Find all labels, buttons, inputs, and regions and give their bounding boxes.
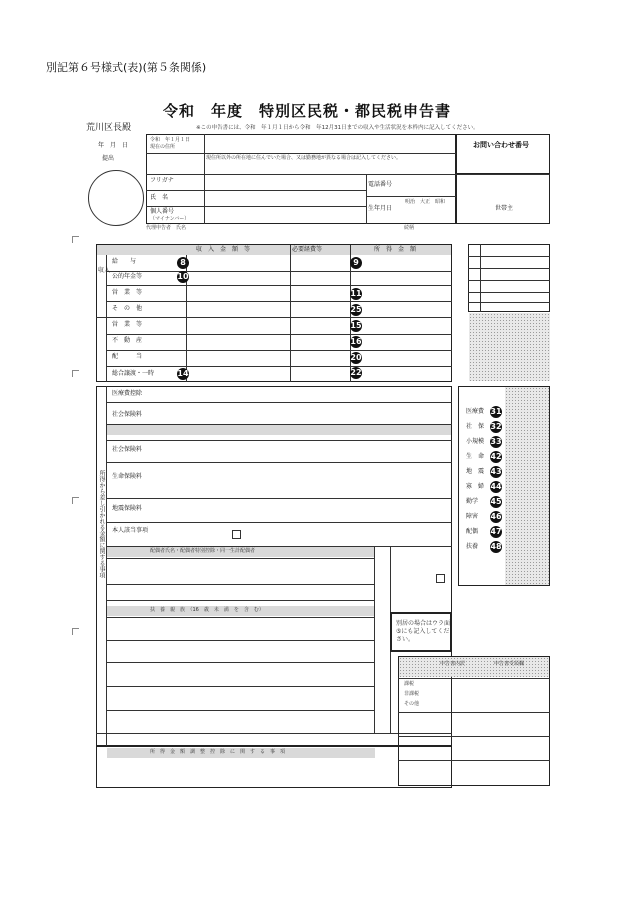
- side-label-small: 小規模: [466, 438, 485, 445]
- right-grid-shaded: [469, 313, 550, 381]
- household-head-label: 世帯主: [495, 205, 514, 212]
- side-label-widow: 寡 婦: [466, 483, 485, 490]
- side-column-shade: [505, 387, 549, 585]
- deduction-row-earthquake: 地震保険料: [112, 505, 143, 512]
- side-label-medical: 医療費: [466, 408, 485, 415]
- business-header: 所 得 金 額 調 整 控 除 に 関 す る 事 項: [150, 749, 286, 755]
- inquiry-box: [456, 134, 550, 174]
- corner-mark: [72, 370, 79, 377]
- income-row-business2: 営 業 等: [112, 321, 143, 328]
- side-no-33: 33: [490, 437, 502, 446]
- income-row-business: 営 業 等: [112, 289, 143, 296]
- right-panel-title2: 申告書受領欄: [494, 661, 525, 667]
- nontax-label: 非課税: [404, 691, 420, 697]
- corner-mark: [72, 497, 79, 504]
- income-row-transfer: 総合譲渡・一時: [112, 370, 155, 377]
- side-no-47: 47: [490, 527, 502, 536]
- separate-notice: 別居の場合はウラ面⑤にも記入してください。: [396, 620, 451, 643]
- income-no-16: 16: [350, 337, 362, 346]
- name-label: 氏 名: [150, 194, 169, 201]
- date-label: 年 月 日: [98, 142, 129, 149]
- tax-due-label: 課税: [404, 681, 415, 687]
- receipt-stamp-circle: [88, 170, 144, 226]
- kana-label: フリガナ: [150, 177, 174, 184]
- form-title: 令和 年度 特別区民税・都民税申告書: [163, 102, 452, 120]
- my-number-kana: （マイナンバー）: [150, 216, 190, 222]
- previous-address-note: 現住所以外の所在地に住んでいた場合、又は勤務地が異なる場合は記入してください。: [206, 155, 402, 161]
- income-no-15: 15: [350, 321, 362, 330]
- income-no-25: 25: [350, 305, 362, 314]
- separate-notice-box: [390, 612, 452, 652]
- income-row-other: そ の 他: [112, 305, 143, 312]
- expense-header: 必要経費等: [292, 246, 323, 253]
- deduction-row-medical: 医療費控除: [112, 390, 143, 397]
- income-row-salary: 給 与: [112, 258, 137, 265]
- side-label-social: 社 保: [466, 423, 485, 430]
- income-section: [96, 244, 452, 382]
- my-number-label: 個人番号: [150, 208, 175, 215]
- deductions-side-label: 所得から差し引かれる金額に関する事項: [98, 470, 105, 578]
- income-side-label: 収入: [98, 267, 111, 274]
- spouse-header: 配偶者氏名・配偶者特別控除・同一生計配偶者: [150, 548, 256, 554]
- phone-label: 電話番号: [368, 181, 393, 188]
- income-amount-header: 所 得 金 額: [374, 246, 417, 253]
- income-no-22: 22: [350, 368, 362, 377]
- side-no-46: 46: [490, 512, 502, 521]
- corner-mark: [72, 236, 79, 243]
- side-label-earthquake: 地 震: [466, 468, 485, 475]
- income-no-9: 9: [350, 257, 362, 269]
- form-number: 別記第６号様式(表)(第５条関係): [46, 61, 207, 74]
- relation-label: 続柄: [404, 225, 415, 231]
- side-no-48: 48: [490, 542, 502, 551]
- birth-label: 生年月日: [368, 205, 393, 212]
- right-panel-title: 申告書内訳: [440, 661, 466, 667]
- side-no-44: 44: [490, 482, 502, 491]
- side-label-student: 勤学: [466, 498, 479, 505]
- payments-header-shade: [107, 425, 451, 435]
- era-option-showa: 昭和: [435, 199, 446, 205]
- income-row-dividend: 配 当: [112, 353, 143, 360]
- self-checkbox[interactable]: [232, 530, 241, 539]
- submitted-label: 提出: [102, 155, 115, 162]
- dependent-header: 扶 養 親 族 （16 歳 未 満 を 含 む）: [150, 607, 264, 613]
- corner-mark: [72, 628, 79, 635]
- side-label-life: 生 命: [466, 453, 485, 460]
- side-no-31: 31: [490, 407, 502, 416]
- income-no-8: 8: [177, 257, 189, 269]
- personal-info-box: [146, 134, 456, 224]
- current-address-label: 現在の住所: [150, 144, 176, 150]
- right-bottom-shade: [399, 657, 549, 677]
- proxy-label: 代理申告者 氏名: [146, 225, 187, 231]
- deduction-row-life: 生命保険料: [112, 473, 143, 480]
- income-no-20: 20: [350, 353, 362, 362]
- income-row-realestate: 不 動 産: [112, 337, 143, 344]
- side-label-spouse: 配偶: [466, 528, 479, 535]
- side-no-45: 45: [490, 497, 502, 506]
- income-no-10: 10: [177, 272, 189, 281]
- era-options: 明治: [405, 199, 416, 205]
- side-no-32: 32: [490, 422, 502, 431]
- address-jan1-label: 令和 年１月１日: [150, 137, 191, 143]
- side-label-disabled: 障害: [466, 513, 479, 520]
- inquiry-label: お問い合わせ番号: [473, 141, 529, 149]
- separate-checkbox[interactable]: [436, 574, 445, 583]
- deduction-social-sub: 社会保険料: [112, 446, 143, 453]
- income-no-14: 14: [177, 369, 189, 378]
- era-option-taisho: 大正: [420, 199, 431, 205]
- household-box: [456, 174, 550, 224]
- income-row-pension: 公的年金等: [112, 273, 143, 280]
- side-label-dependent: 扶養: [466, 543, 479, 550]
- deduction-row-self: 本人該当事項: [112, 527, 149, 534]
- side-no-43: 43: [490, 467, 502, 476]
- other-label: その他: [404, 701, 420, 707]
- office-name: 荒川区長殿: [86, 123, 132, 133]
- side-no-42: 42: [490, 452, 502, 461]
- instruction-text: ※この申告書には、令和 年１月１日から令和 年12月31日までの収入や生活状況を本枠内に記入してください。: [196, 125, 479, 131]
- income-no-11: 11: [350, 289, 362, 298]
- deduction-row-social: 社会保険料: [112, 411, 143, 418]
- income-header: 収 入 金 額 等: [196, 246, 251, 253]
